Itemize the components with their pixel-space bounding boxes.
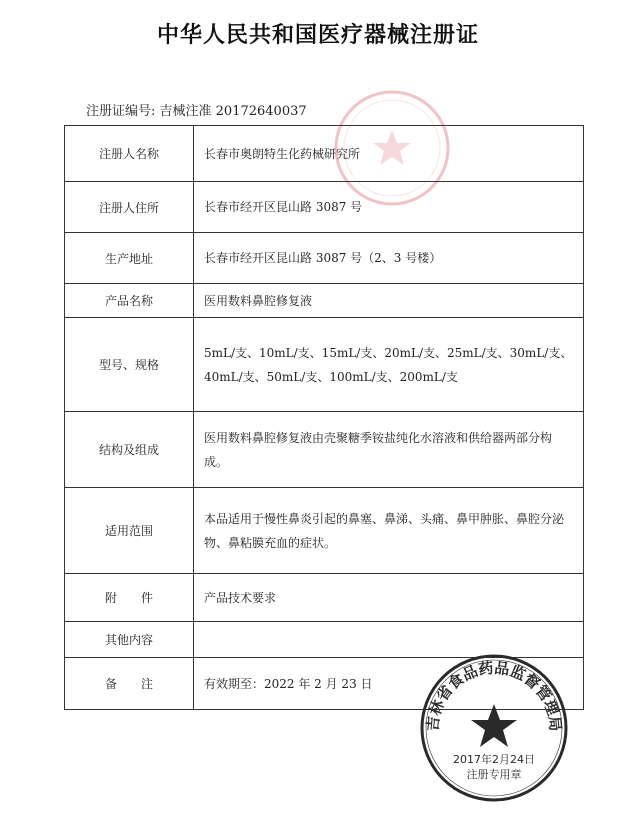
row-label: 附 件 [65,574,194,622]
row-label: 备 注 [65,658,194,710]
row-value: 5mL/支、10mL/支、15mL/支、20mL/支、25mL/支、30mL/支、40mL/支、50mL/支、100mL/支、200mL/支 [194,318,584,412]
row-value: 医用数料鼻腔修复液由壳聚糖季铵盐纯化水溶液和供给器两部分构成。 [194,412,584,488]
row-label: 型号、规格 [65,318,194,412]
table-row [65,412,584,488]
table-row [65,658,584,710]
row-value: 长春市经开区昆山路 3087 号（2、3 号楼） [194,233,584,284]
row-value: 长春市奥朗特生化药械研究所 [194,126,584,182]
table-row [65,622,584,658]
table-row [65,488,584,574]
row-value: 长春市经开区昆山路 3087 号 [194,182,584,233]
row-value: 产品技术要求 [194,574,584,622]
svg-text:吉林省食品药品监督管理局: 吉林省食品药品监督管理局 [423,658,565,732]
certificate-title: 中华人民共和国医疗器械注册证 [156,23,479,48]
row-value: 医用数料鼻腔修复液 [194,284,584,318]
certificate-table [64,125,584,710]
row-label: 其他内容 [65,622,194,658]
row-label: 适用范围 [65,488,194,574]
row-label: 生产地址 [65,233,194,284]
table-row [65,233,584,284]
table-row [65,182,584,233]
registration-number-value: 吉械注准 20172640037 [159,104,307,119]
row-value [194,622,584,658]
registration-number-line [86,100,307,119]
svg-text:注册专用章: 注册专用章 [466,768,522,781]
table-row [65,318,584,412]
registration-number-label: 注册证编号: [86,104,156,119]
table-row [65,126,584,182]
row-value: 有效期至：2022 年 2 月 23 日 [194,658,584,710]
row-label: 注册人住所 [65,182,194,233]
table-row [65,284,584,318]
table-row [65,574,584,622]
row-label: 结构及组成 [65,412,194,488]
svg-text:2017年2月24日: 2017年2月24日 [453,753,535,766]
row-label: 注册人名称 [65,126,194,182]
row-label: 产品名称 [65,284,194,318]
row-value: 本品适用于慢性鼻炎引起的鼻塞、鼻涕、头痛、鼻甲肿胀、鼻腔分泌物、鼻粘膜充血的症状。 [194,488,584,574]
